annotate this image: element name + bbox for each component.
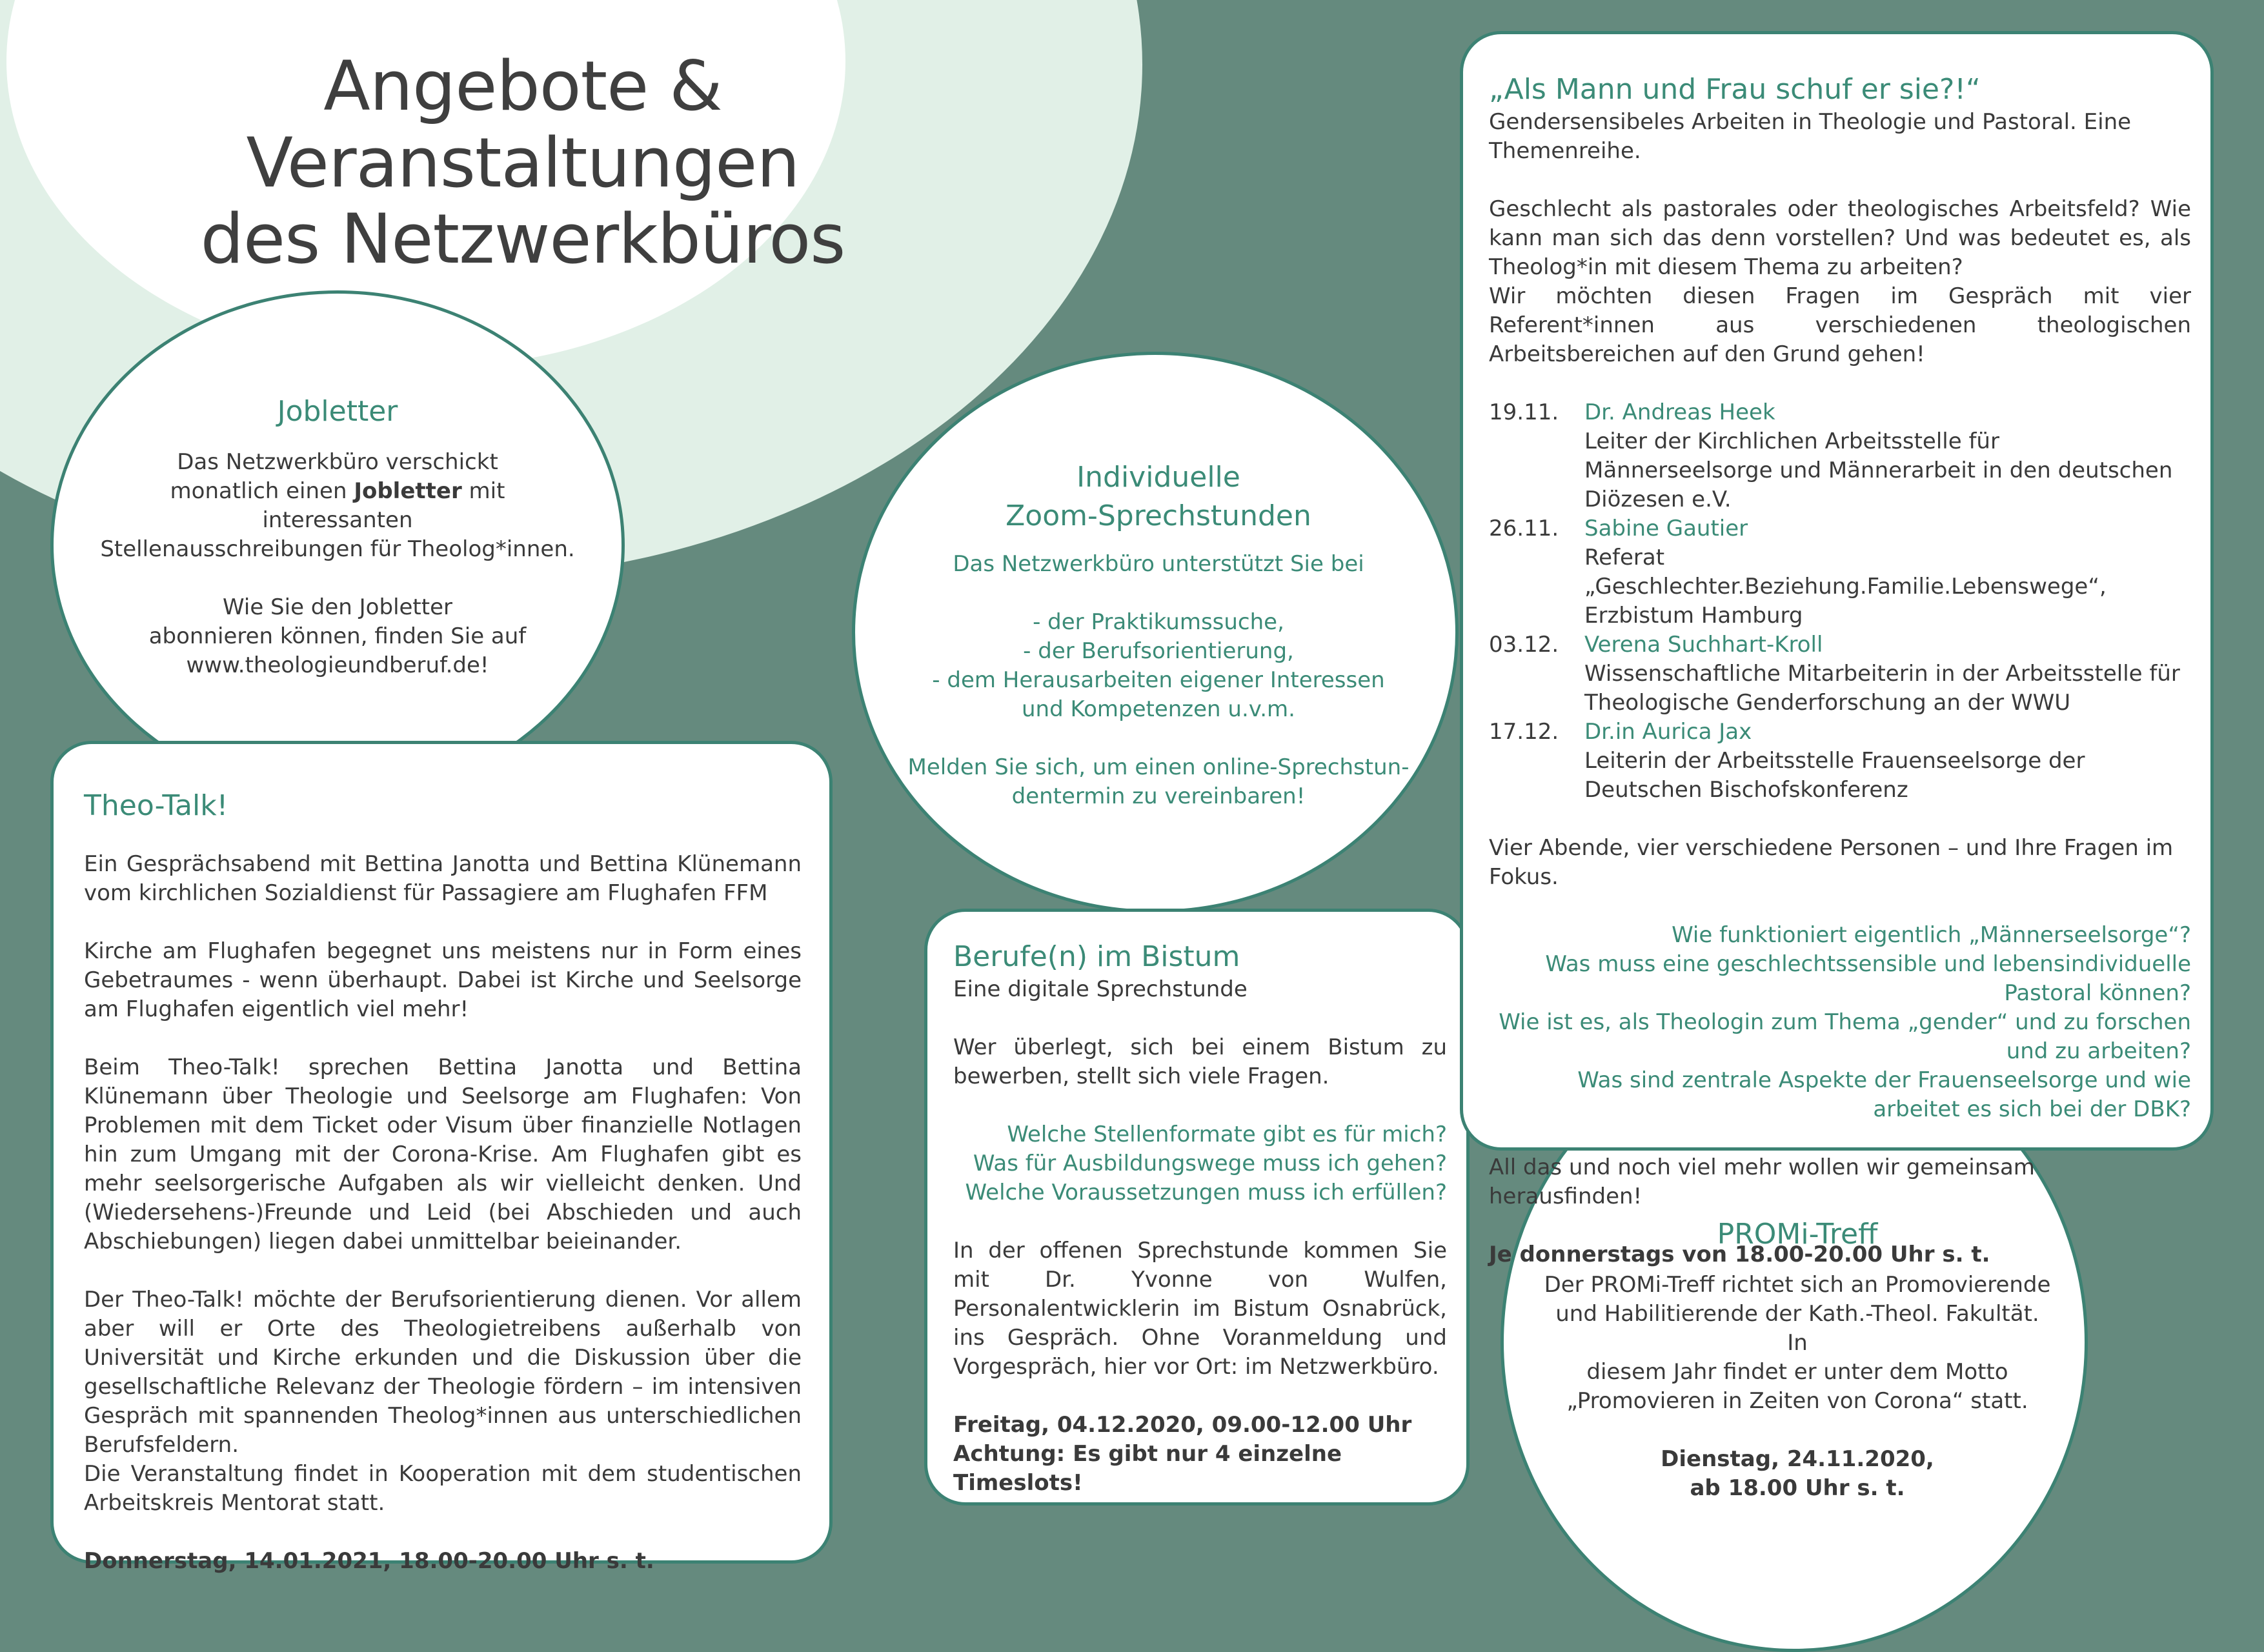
gender-event-date: 19.11. — [1489, 399, 1559, 425]
zoom-cta: dentermin zu vereinbaren! — [1011, 783, 1306, 809]
berufe-subheading: Eine digitale Sprechstunde — [953, 976, 1248, 1002]
promi-heading: PROMi-Treff — [1717, 1218, 1878, 1251]
theo-talk-paragraph: Beim Theo-Talk! sprechen Bettina Janotta und Bettina Klünemann über Theologie und Seelsorge am Flughafen: Von Problemen mit dem Ticket oder Visum über finanzielle Notlagen hin zum Umgang mit der Corona-Krise. Am Flughafen gibt es mehr seelsorgerische Aufgaben als wir vielleicht denken. Und (Wiedersehens-)Freunde und Leid (bei Abschieden und auch Abschiebungen) liegen dabei unmittelbar beieinander. — [84, 1054, 802, 1254]
gender-event-date: 17.12. — [1489, 719, 1559, 745]
promi-text: diesem Jahr findet er unter dem Motto — [1586, 1359, 2008, 1385]
gender-event-row — [1489, 398, 2191, 514]
gender-paragraph: Vier Abende, vier verschiedene Personen – und Ihre Fragen im Fokus. — [1489, 835, 2174, 890]
gender-date: Je donnerstags von 18.00-20.00 Uhr s. t. — [1489, 1242, 1990, 1267]
zoom-cta: Melden Sie sich, um einen online-Sprechstun- — [907, 754, 1410, 780]
gender-question: Wie ist es, als Theologin zum Thema „gender“ und zu forschen und zu arbeiten? — [1499, 1009, 2191, 1064]
jobletter-url[interactable]: www.theologieundberuf.de! — [186, 652, 489, 678]
theo-talk-paragraph: Ein Gesprächsabend mit Bettina Janotta und Bettina Klünemann vom kirchlichen Sozialdienst für Passagiere am Flughafen FFM — [84, 851, 802, 906]
gender-heading: „Als Mann und Frau schuf er sie?!“ — [1489, 73, 1981, 106]
theo-talk-paragraph: Kirche am Flughafen begegnet uns meistens nur in Form eines Gebetraumes - wenn überhaupt. Dabei ist Kirche und Seelsorge am Flughafen eigentlich viel mehr! — [84, 938, 802, 1022]
gender-subheading: Gendersensibeles Arbeiten in Theologie und Pastoral. Eine Themenreihe. — [1489, 109, 2132, 164]
gender-paragraph: Wir möchten diesen Fragen im Gespräch mit vier Referent*innen aus verschiedenen theologischen Arbeitsbereichen auf den Grund gehen! — [1489, 283, 2191, 367]
berufe-question: Welche Voraussetzungen muss ich erfüllen? — [965, 1180, 1447, 1205]
gender-event-date: 26.11. — [1489, 516, 1559, 541]
gender-event-description: Leiterin der Arbeitsstelle Frauenseelsorge der Deutschen Bischofskonferenz — [1584, 748, 2085, 803]
zoom-list-item: - dem Herausarbeiten eigener Interessen — [932, 667, 1385, 693]
jobletter-text: Das Netzwerkbüro verschickt — [177, 449, 498, 475]
gender-question: Was muss eine geschlechtssensible und lebensindividuelle Pastoral können? — [1545, 951, 2191, 1006]
theo-talk-paragraph: Die Veranstaltung findet in Kooperation mit dem studentischen Arbeitskreis Mentorat statt. — [84, 1461, 802, 1516]
zoom-list-item: - der Berufsorientierung, — [1023, 638, 1294, 664]
gender-event-speaker: Dr. Andreas Heek — [1584, 399, 1775, 425]
page-title-line2: des Netzwerkbüros — [200, 199, 845, 279]
gender-event-description: Leiter der Kirchlichen Arbeitsstelle für Männerseelsorge und Männerarbeit in den deutschen Diözesen e.V. — [1584, 428, 2173, 512]
zoom-list-item: und Kompetenzen u.v.m. — [1021, 696, 1295, 722]
promi-time: ab 18.00 Uhr s. t. — [1690, 1475, 1905, 1501]
jobletter-text: monatlich einen Jobletter mit interessanten — [170, 478, 505, 533]
gender-event-speaker: Dr.in Aurica Jax — [1584, 719, 1752, 745]
berufe-paragraph: In der offenen Sprechstunde kommen Sie mit Dr. Yvonne von Wulfen, Personalentwicklerin im Bistum Osnabrück, ins Gespräch. Ohne Voranmeldung und Vorgespräch, hier vor Ort: im Netzwerkbüro. — [953, 1238, 1447, 1380]
zoom-bubble — [852, 352, 1459, 913]
theo-talk-date: Donnerstag, 14.01.2021, 18.00-20.00 Uhr s. t. — [84, 1548, 654, 1574]
gender-event-row — [1489, 718, 2191, 805]
berufe-card — [924, 909, 1470, 1506]
theo-talk-paragraph: Der Theo-Talk! möchte der Berufsorientierung dienen. Vor allem aber will er Orte des Theologietreibens außerhalb von Universität und Kirche erkunden und die Diskussion über die gesellschaftliche Relevanz der Theologie fördern – im intensiven Gespräch mit spannenden Theolog*innen aus unterschiedlichen Berufsfeldern. — [84, 1287, 802, 1458]
berufe-paragraph: Wer überlegt, sich bei einem Bistum zu bewerben, stellt sich viele Fragen. — [953, 1034, 1447, 1089]
jobletter-text: Wie Sie den Jobletter — [223, 594, 452, 620]
berufe-date: Freitag, 04.12.2020, 09.00-12.00 Uhr — [953, 1412, 1412, 1438]
promi-text: und Habilitierende der Kath.-Theol. Fakultät. In — [1555, 1301, 2039, 1356]
theo-talk-heading: Theo-Talk! — [84, 789, 228, 822]
theo-talk-card — [50, 741, 833, 1574]
jobletter-text: abonnieren können, finden Sie auf — [148, 623, 527, 649]
gender-event-date: 03.12. — [1489, 632, 1559, 658]
jobletter-text: Stellenausschreibungen für Theolog*innen. — [100, 536, 575, 562]
berufe-note: Achtung: Es gibt nur 4 einzelne Timeslots! — [953, 1441, 1342, 1496]
gender-question: Wie funktioniert eigentlich „Männerseelsorge“? — [1672, 922, 2191, 948]
berufe-question: Was für Ausbildungswege muss ich gehen? — [973, 1151, 1447, 1176]
zoom-intro: Das Netzwerkbüro unterstützt Sie bei — [953, 551, 1364, 577]
gender-paragraph: All das und noch viel mehr wollen wir gemeinsam herausfinden! — [1489, 1154, 2035, 1209]
jobletter-bubble — [50, 290, 625, 800]
zoom-list-item: - der Praktikumssuche, — [1033, 609, 1284, 635]
page-title — [39, 48, 1007, 278]
gender-event-speaker: Sabine Gautier — [1584, 516, 1748, 541]
berufe-heading: Berufe(n) im Bistum — [953, 940, 1240, 973]
gender-event-row — [1489, 514, 2191, 630]
gender-event-description: Wissenschaftliche Mitarbeiterin in der Arbeitsstelle für Theologische Genderforschung an der WWU — [1584, 661, 2180, 716]
gender-question: Was sind zentrale Aspekte der Frauenseelsorge und wie arbeitet es sich bei der DBK? — [1577, 1067, 2191, 1122]
gender-event-description: Referat „Geschlechter.Beziehung.Familie.Lebenswege“, Erzbistum Hamburg — [1584, 545, 2107, 629]
gender-event-row — [1489, 630, 2191, 718]
berufe-question: Welche Stellenformate gibt es für mich? — [1007, 1122, 1447, 1147]
gender-paragraph: Geschlecht als pastorales oder theologisches Arbeitsfeld? Wie kann man sich das denn vorstellen? Und was bedeutet es, als Theolog*in mit diesem Thema zu arbeiten? — [1489, 196, 2191, 280]
page-title-line1: Angebote & Veranstaltungen — [246, 46, 800, 203]
zoom-heading: Individuelle Zoom-Sprechstunden — [1006, 461, 1311, 532]
promi-text: Der PROMi-Treff richtet sich an Promovierende — [1544, 1272, 2051, 1298]
jobletter-heading: Jobletter — [277, 395, 398, 428]
gender-events-list — [1489, 398, 2191, 805]
promi-date: Dienstag, 24.11.2020, — [1661, 1446, 1934, 1472]
promi-text: „Promovieren in Zeiten von Corona“ statt. — [1566, 1388, 2028, 1414]
gender-event-speaker: Verena Suchhart-Kroll — [1584, 632, 1823, 658]
